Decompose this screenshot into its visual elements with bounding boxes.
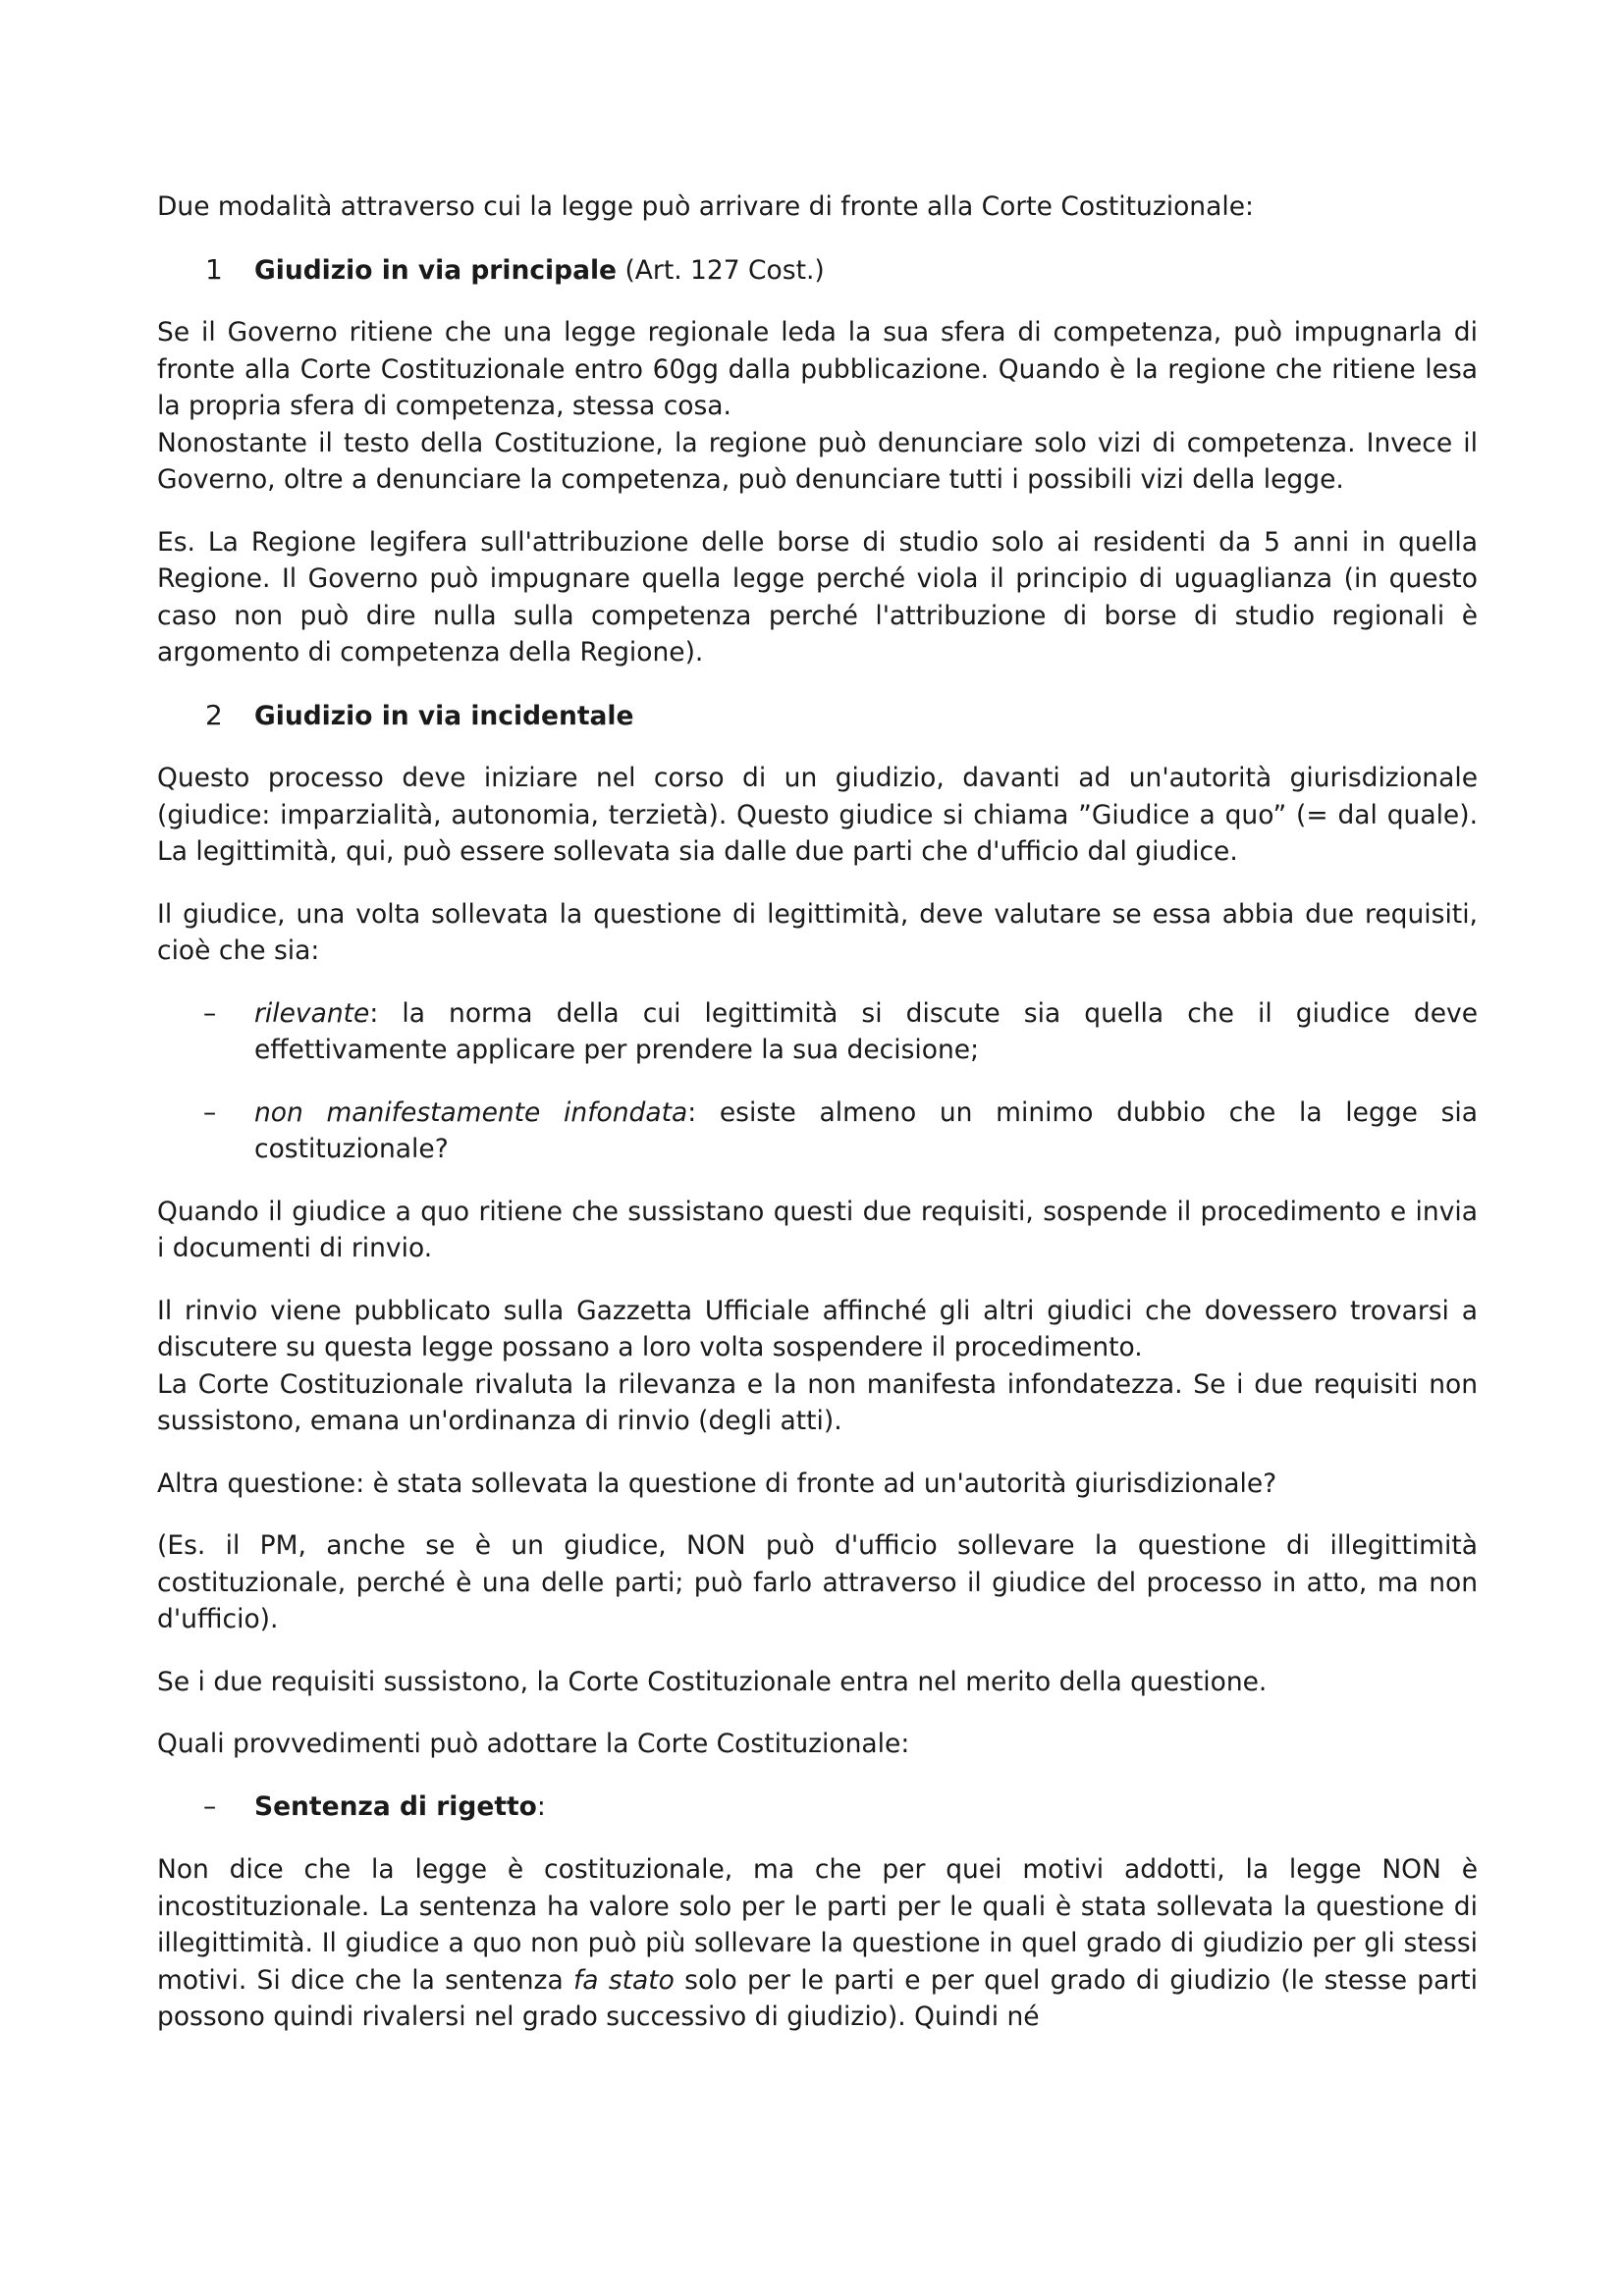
dash-bullet: – [203, 1096, 217, 1128]
section-heading-incidentale [157, 697, 1478, 735]
dash-bullet: – [203, 997, 217, 1029]
paragraph: Il rinvio viene pubblicato sulla Gazzetta Ufficiale affinché gli altri giudici che dovessero trovarsi a discutere su questa legge possano a loro volta sospendere il procedimento. [157, 1295, 1478, 1362]
list-item-suffix: : [536, 1790, 546, 1822]
text-run: Non dice che la legge è costituzionale, ma che per quei motivi addotti, la legge NON è incostituzionale. La sentenza ha valore solo per le parti per le quali è stata sollevata la questione di illegittimità. Il giudice a quo non può più sollevare la questione in quel grado di giudizio per gli stessi motivi. Si dice che la sentenza [157, 1854, 1478, 1996]
list-item-description: : la norma della cui legittimità si discute sia quella che il giudice deve effettivamente applicare per prendere la sua decisione; [254, 997, 1478, 1065]
section-number: 1 [205, 252, 223, 286]
list-item-description: : esiste almeno un minimo dubbio che la legge sia costituzionale? [254, 1096, 1478, 1164]
list-item-sentenza-di-rigetto [157, 1789, 1478, 1826]
italic-term: fa stato [572, 1964, 675, 1996]
section-title: Giudizio in via principale [254, 254, 618, 286]
paragraph: La Corte Costituzionale rivaluta la rilevanza e la non manifesta infondatezza. Se i due requisiti non sussistono, emana un'ordinanza di rinvio (degli atti). [157, 1368, 1478, 1436]
list-item-non-manifestamente-infondata [157, 1095, 1478, 1168]
rigetto-paragraph [157, 1851, 1478, 2036]
paragraph: (Es. il PM, anche se è un giudice, NON può d'ufficio sollevare la questione di illegittimità costituzionale, perché è una delle parti; può farlo attraverso il giudice del processo in atto, ma non d'ufficio). [157, 1530, 1478, 1634]
section-title: Giudizio in via incidentale [254, 700, 634, 731]
intro-paragraph: Due modalità attraverso cui la legge può arrivare di fronte alla Corte Costituzionale: [157, 191, 1254, 222]
list-item-text [254, 995, 1478, 1069]
text-run: solo per le parti e per quel grado di giudizio (le stesse parti possono quindi rivalersi nel grado successivo di giudizio). Quindi né [157, 1964, 1478, 2032]
list-item-term: non manifestamente infondata [254, 1096, 688, 1128]
dash-bullet: – [203, 1790, 217, 1822]
list-item-term: rilevante [254, 997, 370, 1029]
paragraph: Se i due requisiti sussistono, la Corte Costituzionale entra nel merito della questione. [157, 1666, 1268, 1697]
section-number: 2 [205, 698, 223, 731]
section-title-line [254, 252, 825, 290]
list-item-title: Sentenza di rigetto [254, 1790, 537, 1822]
list-item-text [254, 1789, 1478, 1826]
section-heading-principale [157, 251, 1478, 290]
paragraph: Nonostante il testo della Costituzione, la regione può denunciare solo vizi di competenza. Invece il Governo, oltre a denunciare la competenza, può denunciare tutti i possibili vizi della legge. [157, 427, 1478, 495]
paragraph: Questo processo deve iniziare nel corso di un giudizio, davanti ad un'autorità giurisdizionale (giudice: imparzialità, autonomia, terzietà). Questo giudice si chiama ”Giudice a quo” (= dal quale). La legittimità, qui, può essere sollevata sia dalle due parti che d'ufficio dal giudice. [157, 763, 1478, 867]
list-item-rilevante [157, 995, 1478, 1069]
paragraph: Altra questione: è stata sollevata la questione di fronte ad un'autorità giurisdizionale? [157, 1468, 1277, 1499]
paragraph: Quali provvedimenti può adottare la Corte Costituzionale: [157, 1729, 910, 1759]
paragraph: Se il Governo ritiene che una legge regionale leda la sua sfera di competenza, può impugnarla di fronte alla Corte Costituzionale entro 60gg dalla pubblicazione. Quando è la regione che ritiene lesa la propria sfera di competenza, stessa cosa. [157, 317, 1478, 421]
paragraph: Quando il giudice a quo ritiene che sussistano questi due requisiti, sospende il procedimento e invia i documenti di rinvio. [157, 1196, 1478, 1263]
example-paragraph: Es. La Regione legifera sull'attribuzione delle borse di studio solo ai residenti da 5 anni in quella Regione. Il Governo può impugnare quella legge perché viola il principio di uguaglianza (in questo caso non può dire nulla sulla competenza perché l'attribuzione di borse di studio regionali è argomento di competenza della Regione). [157, 526, 1478, 667]
list-item-text [254, 1095, 1478, 1168]
section-reference: (Art. 127 Cost.) [617, 254, 825, 286]
document-body [157, 188, 1478, 2061]
paragraph: Il giudice, una volta sollevata la questione di legittimità, deve valutare se essa abbia due requisiti, cioè che sia: [157, 898, 1478, 966]
